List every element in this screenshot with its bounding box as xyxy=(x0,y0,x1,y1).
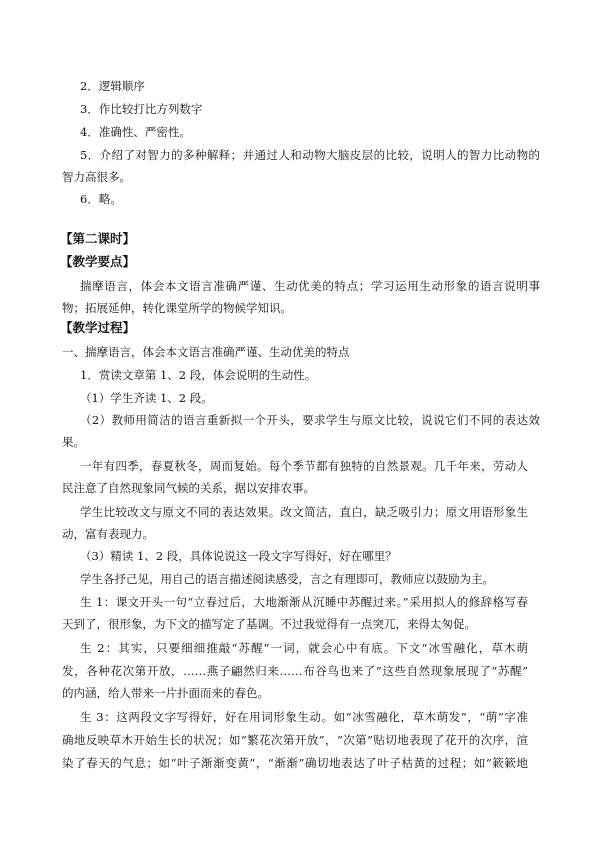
lesson2-heading: 【第二课时】 xyxy=(60,231,136,246)
process-line: 确地反映草木开始生长的状况；如“繁花次第开放”，“次第”贴切地表现了花开的次序，渲 xyxy=(62,733,528,747)
answer-item-5: 5．介绍了对智力的多种解释；并通过人和动物大脑皮层的比较，说明人的智力比动物的 xyxy=(80,148,540,162)
answer-item-5-cont: 智力高很多。 xyxy=(62,170,131,184)
process-line: （3）精读 1、2 段，具体说说这一段文字写得好，好在哪里？ xyxy=(80,549,397,563)
process-line: 1．赏读文章第 1、2 段，体会说明的生动性。 xyxy=(80,368,317,382)
process-line: 生 2：其实，只要细细推敲“苏醒”一词，就会心中有底。下文“冰雪融化，草木萌 xyxy=(80,641,528,655)
answer-item-6: 6．略。 xyxy=(80,192,122,206)
process-line: 民注意了自然现象同气候的关系，据以安排农事。 xyxy=(62,481,315,495)
process-line: （2）教师用简洁的语言重新拟一个开头，要求学生与原文比较，说说它们不同的表达效 xyxy=(80,413,540,427)
process-line: 一、揣摩语言，体会本文语言准确严谨、生动优美的特点 xyxy=(62,345,350,359)
process-line: 染了春天的气息；如“叶子渐渐变黄”，“渐渐”确切地表达了叶子枯黄的过程；如“簌簌地 xyxy=(62,756,528,770)
answer-item-2: 2．逻辑顺序 xyxy=(80,79,145,93)
process-line: 动，富有表现力。 xyxy=(62,527,154,541)
process-line: 生 3：这两段文字写得好，好在用词形象生动。如“冰雪融化，草木萌发”，“萌”字准 xyxy=(80,710,528,724)
process-line: 学生比较改文与原文不同的表达效果。改文简洁，直白，缺乏吸引力；原文用语形象生 xyxy=(80,505,528,519)
key-points-line-2: 物；拓展延伸，转化课堂所学的物候学知识。 xyxy=(62,301,292,315)
process-line: 学生各抒己见，用自己的语言描述阅读感受，言之有理即可，教师应以鼓励为主。 xyxy=(80,572,494,586)
answer-item-4: 4．准确性、严密性。 xyxy=(80,125,191,139)
process-heading: 【教学过程】 xyxy=(60,320,136,335)
key-points-line-1: 揣摩语言，体会本文语言准确严谨、生动优美的特点；学习运用生动形象的语言说明事 xyxy=(80,279,540,293)
process-line: （1）学生齐读 1、2 段。 xyxy=(80,391,213,405)
process-line: 果。 xyxy=(62,435,85,449)
process-line: 生 1：课文开头一句“立春过后，大地渐渐从沉睡中苏醒过来。”采用拟人的修辞格写春 xyxy=(80,595,528,609)
process-line: 天到了，很形象，为下文的描写定了基调。不过我觉得有一点突兀，来得太匆促。 xyxy=(62,617,476,631)
process-line: 一年有四季，春夏秋冬，周而复始。每个季节都有独特的自然景观。几千年来，劳动人 xyxy=(80,459,528,473)
process-line: 的内涵，给人带来一片扑面而来的春色。 xyxy=(62,686,269,700)
answer-item-3: 3．作比较打比方列数字 xyxy=(80,102,203,116)
key-points-heading: 【教学要点】 xyxy=(60,254,136,269)
process-line: 发，各种花次第开放，……燕子翩然归来……布谷鸟也来了”这些自然现象展现了“苏醒” xyxy=(62,664,528,678)
